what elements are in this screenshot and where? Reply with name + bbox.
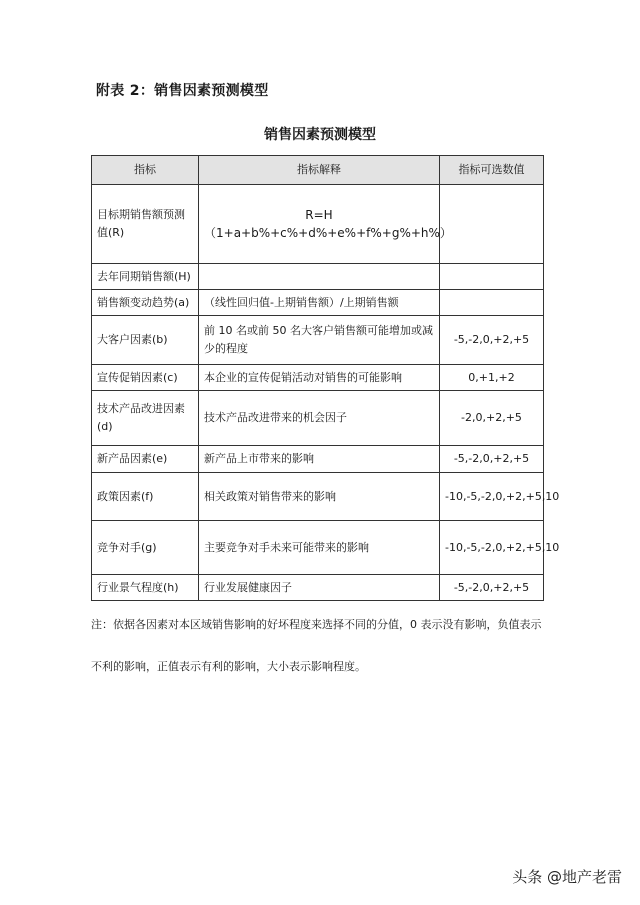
table-row — [92, 365, 544, 391]
values-cell — [440, 290, 544, 316]
watermark: 头条 @地产老雷 — [512, 868, 622, 886]
table-row — [92, 391, 544, 446]
table-row — [92, 185, 544, 264]
explanation-cell: 行业发展健康因子 — [199, 575, 440, 601]
indicator-cell: 销售额变动趋势(a) — [92, 290, 199, 316]
values-cell: -5,-2,0,+2,+5 — [440, 446, 544, 473]
table-title: 销售因素预测模型 — [264, 127, 376, 143]
indicator-cell: 大客户因素(b) — [92, 316, 199, 365]
table-row — [92, 521, 544, 575]
column-header-values: 指标可选数值 — [440, 156, 544, 185]
explanation-cell: 技术产品改进带来的机会因子 — [199, 391, 440, 446]
values-cell: -2,0,+2,+5 — [440, 391, 544, 446]
page-heading: 附表 2：销售因素预测模型 — [96, 83, 269, 99]
column-header-explanation: 指标解释 — [199, 156, 440, 185]
indicator-cell: 去年同期销售额(H) — [92, 264, 199, 290]
values-cell: -10,-5,-2,0,+2,+5,10 — [440, 473, 544, 521]
indicator-cell: 目标期销售额预测值(R) — [92, 185, 199, 264]
indicator-cell: 行业景气程度(h) — [92, 575, 199, 601]
table-row — [92, 290, 544, 316]
footnote: 注：依据各因素对本区域销售影响的好坏程度来选择不同的分值，0 表示没有影响，负值表示不利的影响，正值表示有利的影响，大小表示影响程度。 — [91, 618, 542, 673]
model-table — [91, 155, 560, 601]
values-cell: -5,-2,0,+2,+5 — [440, 575, 544, 601]
explanation-cell: 新产品上市带来的影响 — [199, 446, 440, 473]
table-header-row — [92, 156, 544, 185]
values-cell — [440, 185, 544, 264]
explanation-cell: 本企业的宣传促销活动对销售的可能影响 — [199, 365, 440, 391]
indicator-cell: 竞争对手(g) — [92, 521, 199, 575]
values-cell: -5,-2,0,+2,+5 — [440, 316, 544, 365]
column-header-indicator: 指标 — [92, 156, 199, 185]
values-cell: -10,-5,-2,0,+2,+5,10 — [440, 521, 544, 575]
table-row — [92, 473, 544, 521]
values-cell — [440, 264, 544, 290]
table-row — [92, 446, 544, 473]
table-row — [92, 264, 544, 290]
indicator-cell: 新产品因素(e) — [92, 446, 199, 473]
indicator-cell: 宣传促销因素(c) — [92, 365, 199, 391]
explanation-cell — [199, 264, 440, 290]
explanation-cell: 相关政策对销售带来的影响 — [199, 473, 440, 521]
indicator-cell: 政策因素(f) — [92, 473, 199, 521]
explanation-cell: 前 10 名或前 50 名大客户销售额可能增加或减少的程度 — [199, 316, 440, 365]
formula-cell: R=H （1+a+b%+c%+d%+e%+f%+g%+h%） — [199, 185, 440, 264]
table-row — [92, 575, 544, 601]
indicator-cell: 技术产品改进因素(d) — [92, 391, 199, 446]
values-cell: 0,+1,+2 — [440, 365, 544, 391]
table-row — [92, 316, 544, 365]
explanation-cell: （线性回归值-上期销售额）/上期销售额 — [199, 290, 440, 316]
explanation-cell: 主要竞争对手未来可能带来的影响 — [199, 521, 440, 575]
